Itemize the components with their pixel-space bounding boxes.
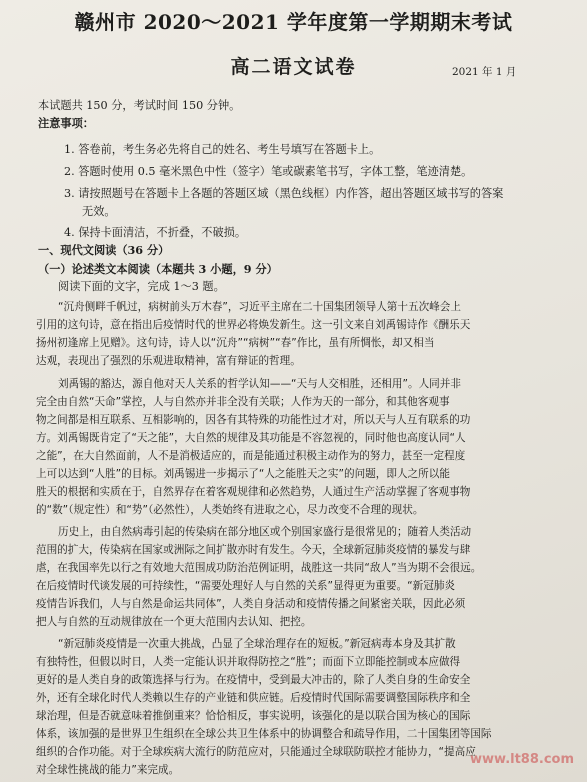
- passage-line: 历史上，由自然病毒引起的传染病在部分地区或个别国家盛行是很常见的；随着人类活动: [58, 526, 472, 538]
- passage-line: 体系，该加强的是世界卫生组织在全球公共卫生体系中的协调整合和疏导作用，二十国集团等国际: [36, 728, 492, 740]
- notice-item: 3. 请按照题号在答题卡上各题的答题区域（黑色线框）内作答，超出答题区域书写的答案: [64, 187, 504, 200]
- notice-item: 无效。: [82, 205, 116, 218]
- passage-line: 方。刘禹锡既肯定了“天之能”，大自然的规律及其功能是不容忽视的，同时他也高度认同“人: [36, 432, 466, 444]
- time-note: 本试题共 150 分，考试时间 150 分钟。: [38, 99, 241, 112]
- notice-heading: 注意事项：: [38, 116, 94, 130]
- passage-line: 在后疫情时代谈发展的可持续性，“需要处理好人与自然的关系”显得更为重要。“新冠肺炎: [36, 580, 456, 592]
- passage-line: 完全由自然“天命”掌控，人与自然亦并非全没有关联；人作为天的一部分，和其他客观事: [36, 396, 450, 408]
- passage-line: 上可以达到“人胜”的目标。刘禹锡进一步揭示了“人之能胜天之实”的问题，即人之所以能: [36, 468, 450, 480]
- passage-line: 的“数”（规定性）和“势”（必然性），人类始终有进取之心，尽力改变不合理的现状。: [36, 504, 424, 516]
- passage-line: 对全球性挑战的能力”来完成。: [36, 764, 180, 776]
- passage-line: 球治理，但是否就意味着推倒重来？恰恰相反，事实说明，该强化的是以联合国为核心的国际: [36, 710, 471, 722]
- passage-line: 组织的合作功能。对于全球疾病大流行的防范应对，只能通过全球联防联控才能协力，“提高应: [36, 746, 476, 758]
- exam-title: 赣州市 2020～2021 学年度第一学期期末考试: [74, 10, 513, 34]
- passage-line: 胜天的根据和实质在于，自然界存在着客观规律和必然趋势，人通过生产活动掌握了客观事物: [36, 486, 471, 498]
- notice-item: 2. 答题时使用 0.5 毫米黑色中性（签字）笔或碳素笔书写，字体工整，笔迹清楚。: [64, 165, 473, 178]
- subsection-heading: （一）论述类文本阅读（本题共 3 小题，9 分）: [38, 262, 278, 276]
- reading-instruction: 阅读下面的文字，完成 1～3 题。: [58, 280, 225, 293]
- site-watermark: www.lt88.com: [470, 752, 575, 767]
- passage-line: “新冠肺炎疫情是一次重大挑战，凸显了全球治理存在的短板。”新冠病毒本身及其扩散: [58, 638, 456, 650]
- passage-line: 把人与自然的互动规律放在一个更大范围内去认知、把控。: [36, 616, 312, 628]
- notice-item: 1. 答卷前，考生务必先将自己的姓名、考生号填写在答题卡上。: [64, 143, 381, 156]
- passage-line: 之能”，在大自然面前，人不是消极适应的，而是能通过积极主动作为的努力，甚至一定程度: [36, 450, 466, 462]
- passage-line: 刘禹锡的豁达，源自他对天人关系的哲学认知——“天与人交相胜，还相用”。人同并非: [58, 378, 461, 390]
- paper-subtitle: 高二语文试卷: [230, 56, 357, 78]
- notice-item: 4. 保持卡面清洁，不折叠，不破损。: [64, 226, 247, 239]
- passage-line: 虐，在我国率先以行之有效地大范围成功防治范例证明，战胜这一共同“敌人”当为期不会很远。: [36, 562, 482, 574]
- passage-line: 达观，表现出了强烈的乐观进取精神，富有辩证的哲理。: [36, 355, 301, 367]
- passage-line: 疫情告诉我们，人与自然是命运共同体”，人类自身活动和疫情传播之间紧密关联，因此必须: [36, 598, 466, 610]
- section-heading: 一、现代文阅读（36 分）: [38, 243, 170, 257]
- passage-line: 范围的扩大，传染病在国家或洲际之间扩散亦时有发生。今天，全球新冠肺炎疫情的暴发与肆: [36, 544, 471, 556]
- passage-line: 扬州初逢席上见赠》。这句诗，诗人以“沉舟”“病树”“春”作比，虽有所惆怅，却又相当: [36, 337, 435, 349]
- passage-line: 更好的是人类自身的政策选择与行为。在疫情中，受到最大冲击的，除了人类自身的生命安全: [36, 674, 471, 686]
- passage-line: 引用的这句诗，意在指出后疫情时代的世界必将焕发新生。这一引文来自刘禹锡诗作《酬乐天: [36, 319, 471, 331]
- passage-line: “沉舟侧畔千帆过，病树前头万木春”，习近平主席在二十国集团领导人第十五次峰会上: [58, 301, 461, 313]
- passage-line: 有独特性，但假以时日，人类一定能认识并取得防控之“胜”；而面下立即能控制或本应做得: [36, 656, 461, 668]
- exam-date: 2021 年 1 月: [452, 66, 517, 78]
- passage-line: 外，还有全球化时代人类赖以生存的产业链和供应链。后疫情时代国际需要调整国际秩序和全: [36, 692, 471, 704]
- passage-line: 物之间都是相互联系、互相影响的，因各有其特殊的功能性过才对，所以天与人互有联系的功: [36, 414, 471, 426]
